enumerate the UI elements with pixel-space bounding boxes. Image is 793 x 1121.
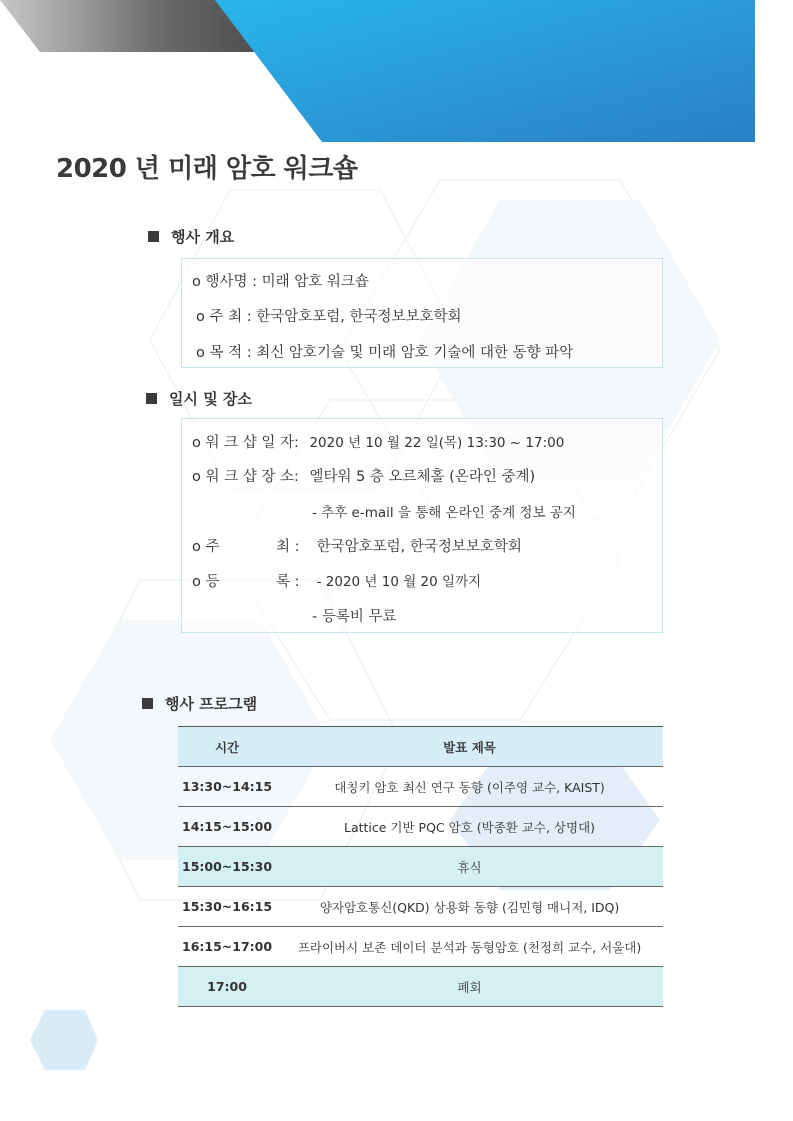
- table-row: [178, 927, 663, 967]
- overview-line-event-name: o 행사명 : 미래 암호 워크숍: [192, 274, 369, 290]
- table-cell-title: 프라이버시 보존 데이터 분석과 동형암호 (천정희 교수, 서울대): [276, 927, 663, 967]
- schedule-place-note: - 추후 e-mail 을 통해 온라인 중계 정보 공지: [312, 505, 576, 521]
- program-table-header-row: [178, 727, 663, 767]
- table-cell-time: 15:00~15:30: [178, 847, 276, 887]
- schedule-host-label-a: o 주: [192, 539, 220, 555]
- table-cell-time: 16:15~17:00: [178, 927, 276, 967]
- schedule-row-registration: [192, 570, 481, 591]
- overview-box: [181, 258, 663, 368]
- overview-line-host: o 주 최 : 한국암호포럼, 한국정보보호학회: [196, 309, 462, 325]
- column-header-time: 시간: [178, 727, 276, 767]
- table-cell-title: Lattice 기반 PQC 암호 (박종환 교수, 상명대): [276, 807, 663, 847]
- table-cell-title: 양자암호통신(QKD) 상용화 동향 (김민형 매니저, IDQ): [276, 887, 663, 927]
- schedule-registration-value: - 2020 년 10 월 20 일까지: [316, 574, 482, 590]
- table-row: [178, 887, 663, 927]
- table-cell-title: 폐회: [276, 967, 663, 1007]
- schedule-row-place: [192, 465, 535, 486]
- schedule-date-value: 2020 년 10 월 22 일(목) 13:30 ~ 17:00: [309, 435, 565, 451]
- schedule-date-label: o 워 크 샵 일 자:: [192, 435, 299, 451]
- schedule-box: [181, 418, 663, 633]
- page-title: 2020 년 미래 암호 워크숍: [56, 154, 358, 184]
- table-row-break: [178, 847, 663, 887]
- program-table: [178, 726, 663, 1007]
- table-cell-time: 13:30~14:15: [178, 767, 276, 807]
- section-program-heading: [142, 693, 257, 714]
- schedule-row-host: [192, 535, 522, 556]
- table-cell-time: 15:30~16:15: [178, 887, 276, 927]
- schedule-place-value: 엘타워 5 층 오르체홀 (온라인 중계): [309, 469, 536, 485]
- schedule-registration-label-b: 록 :: [276, 574, 300, 590]
- section-overview-heading: [148, 226, 234, 247]
- overview-line-purpose: o 목 적 : 최신 암호기술 및 미래 암호 기술에 대한 동향 파악: [196, 345, 574, 361]
- schedule-row-date: [192, 431, 564, 452]
- schedule-heading-text: 일시 및 장소: [169, 390, 252, 408]
- schedule-registration-label-a: o 등: [192, 574, 220, 590]
- square-bullet-icon: [148, 231, 159, 242]
- square-bullet-icon: [142, 698, 153, 709]
- table-cell-time: 14:15~15:00: [178, 807, 276, 847]
- schedule-host-value: 한국암호포럼, 한국정보보호학회: [316, 539, 522, 555]
- table-cell-title: 대칭키 암호 최신 연구 동향 (이주영 교수, KAIST): [276, 767, 663, 807]
- schedule-host-label-b: 최 :: [276, 539, 300, 555]
- schedule-registration-fee: - 등록비 무료: [312, 609, 397, 625]
- table-row-closing: [178, 967, 663, 1007]
- column-header-title: 발표 제목: [276, 727, 663, 767]
- section-schedule-heading: [146, 388, 252, 409]
- overview-heading-text: 행사 개요: [171, 228, 235, 246]
- table-cell-title: 휴식: [276, 847, 663, 887]
- table-row: [178, 767, 663, 807]
- table-cell-time: 17:00: [178, 967, 276, 1007]
- schedule-place-label: o 워 크 샵 장 소:: [192, 469, 299, 485]
- square-bullet-icon: [146, 393, 157, 404]
- table-row: [178, 807, 663, 847]
- program-heading-text: 행사 프로그램: [165, 695, 258, 713]
